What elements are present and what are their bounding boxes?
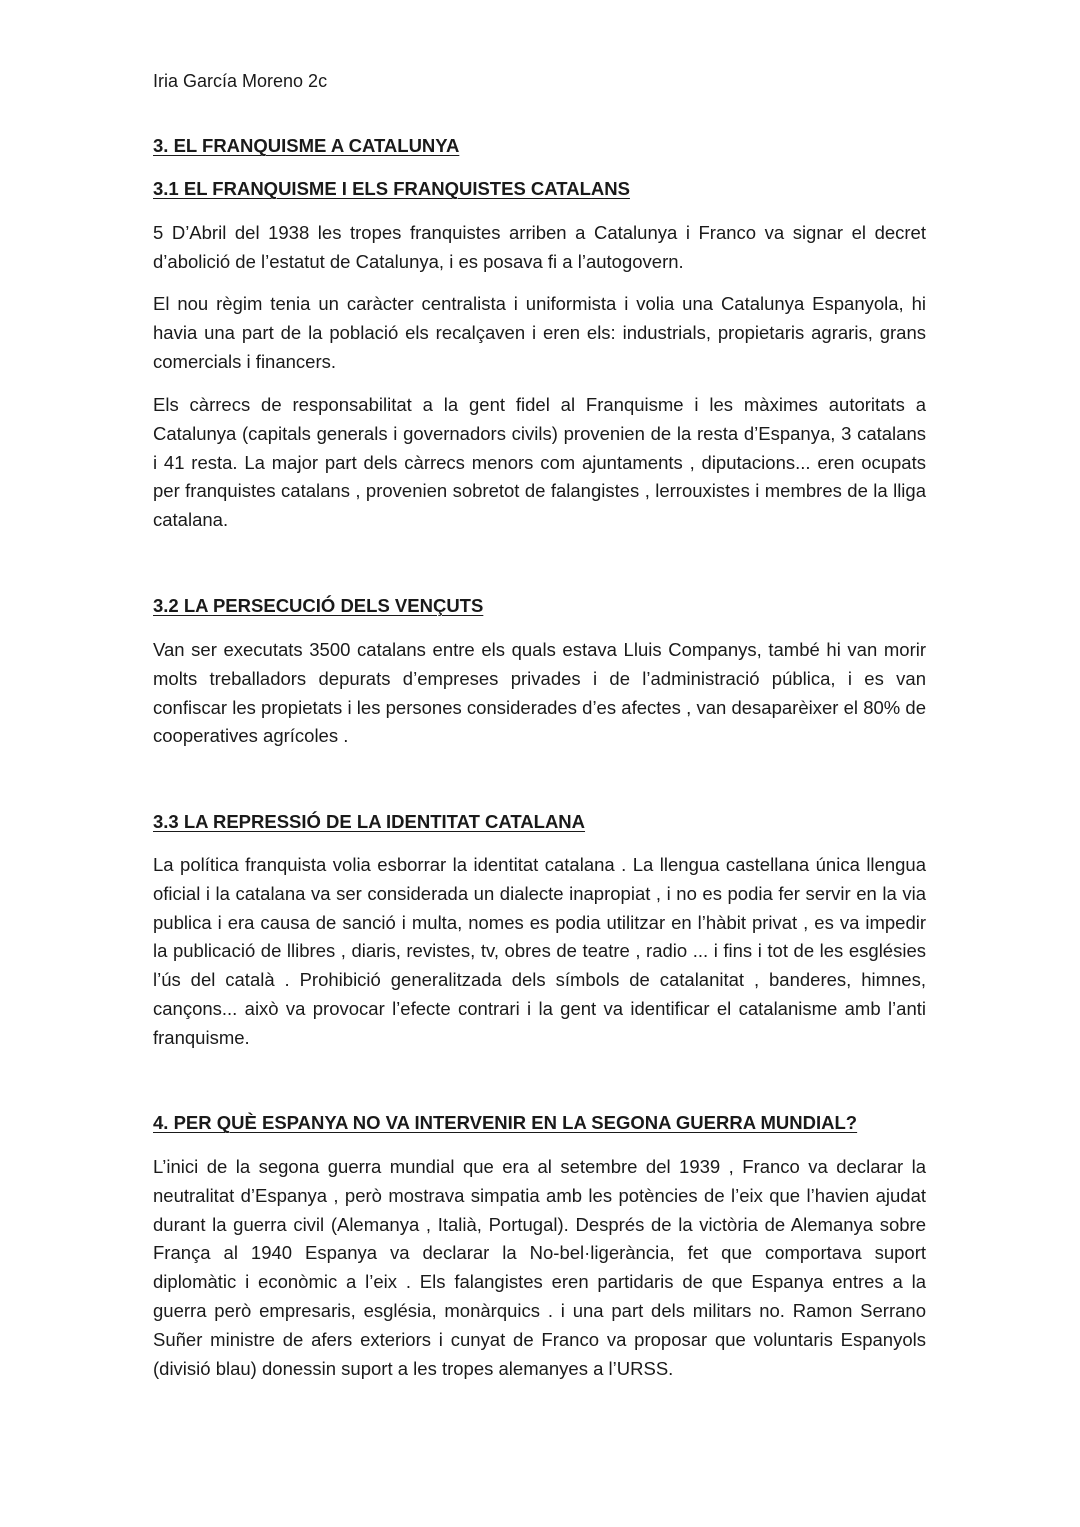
section-heading-3-2: 3.2 LA PERSECUCIÓ DELS VENÇUTS	[153, 595, 484, 616]
section-heading-3: 3. EL FRANQUISME A CATALUNYA	[153, 135, 460, 156]
paragraph-3-1-c: Els càrrecs de responsabilitat a la gent fidel al Franquisme i les màximes autoritats a Catalunya (capitals generals i governadors civils) provenien de la resta d’Espanya, 3 catalans i 41 resta. La major part dels càrrecs menors com ajuntaments , diputacions... eren ocupats per franquistes catalans , provenien sobretot de falangistes , lerrouxistes i membres de la lliga catalana.	[153, 394, 926, 531]
paragraph-3-1-a: 5 D’Abril del 1938 les tropes franquistes arriben a Catalunya i Franco va signar el decret d’abolició de l’estatut de Catalunya, i es posava fi a l’autogovern.	[153, 222, 926, 272]
section-heading-4: 4. PER QUÈ ESPANYA NO VA INTERVENIR EN LA SEGONA GUERRA MUNDIAL?	[153, 1112, 858, 1133]
author-name: Iria García Moreno 2c	[153, 71, 328, 91]
paragraph-3-1-b: El nou règim tenia un caràcter centralista i uniformista i volia una Catalunya Espanyola, hi havia una part de la població els recalçaven i eren els: industrials, propietaris agraris, grans comercials i financers.	[153, 293, 926, 372]
paragraph-3-2: Van ser executats 3500 catalans entre els quals estava Lluis Companys, també hi van morir molts treballadors depurats d’empreses privades i de l’administració pública, i es van confiscar les propietats i les persones considerades d’es afectes , van desaparèixer el 80% de cooperatives agrícoles .	[153, 639, 926, 747]
section-heading-3-1: 3.1 EL FRANQUISME I ELS FRANQUISTES CATALANS	[153, 178, 630, 199]
paragraph-3-3: La política franquista volia esborrar la identitat catalana . La llengua castellana única llengua oficial i la catalana va ser considerada un dialecte inapropiat , i no es podia fer servir en la via publica i era causa de sanció i multa, nomes es podia utilitzar en l’hàbit privat , es va impedir la publicació de llibres , diaris, revistes, tv, obres de teatre , radio ... i fins i tot de les esglésies l’ús del català . Prohibició generalitzada dels símbols de catalanitat , banderes, himnes, cançons... això va provocar l’efecte contrari i la gent va identificar el catalanisme amb l’anti franquisme.	[153, 854, 926, 1048]
paragraph-4: L’inici de la segona guerra mundial que era al setembre del 1939 , Franco va declarar la neutralitat d’Espanya , però mostrava simpatia amb les potències de l’eix que l’havien ajudat durant la guerra civil (Alemanya , Italià, Portugal). Després de la victòria de Alemanya sobre França al 1940 Espanya va declarar la No-bel·ligerància, fet que comportava suport diplomàtic i econòmic a l’eix . Els falangistes eren partidaris de que Espanya entres a la guerra però empresaris, església, monàrquics . i una part dels militars no. Ramon Serrano Suñer ministre de afers exteriors i cunyat de Franco va proposar que voluntaris Espanyols (divisió blau) donessin suport a les tropes alemanyes a l’URSS.	[153, 1156, 926, 1379]
section-heading-3-3: 3.3 LA REPRESSIÓ DE LA IDENTITAT CATALANA	[153, 811, 586, 832]
